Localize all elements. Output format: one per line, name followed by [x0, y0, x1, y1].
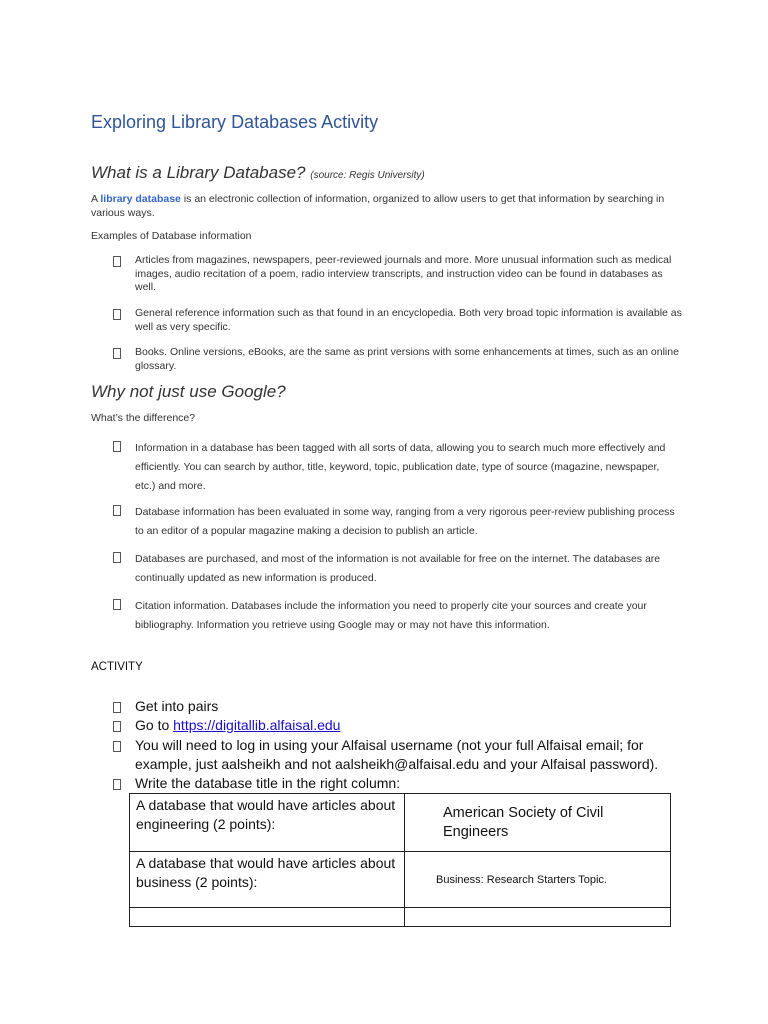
list-item: Databases are purchased, and most of the information is not available for free on the internet. The databases are continually updated as new information is produced.	[135, 553, 661, 584]
table-cell-question	[130, 908, 405, 927]
table-cell-answer[interactable]	[405, 908, 671, 927]
bullet-icon	[113, 346, 125, 362]
list-item: Citation information. Databases include the information you need to properly cite your sources and create your bibliography. Information you retrieve using Google may or may not have this information.	[135, 600, 647, 631]
section-heading-why-not-google: Why not just use Google?	[91, 382, 286, 401]
bullet-icon	[113, 777, 125, 793]
bullet-icon	[113, 719, 125, 735]
digitallib-link[interactable]: https://digitallib.alfaisal.edu	[173, 717, 341, 733]
intro-prefix: A	[91, 193, 98, 205]
examples-label: Examples of Database information	[91, 230, 252, 242]
activity-step	[135, 716, 340, 735]
list-item: Information in a database has been tagged with all sorts of data, allowing you to search much more effectively and efficiently. You can search by author, title, keyword, topic, publication date, type of source (magazine, newspaper, etc.) and more.	[135, 442, 666, 492]
activity-step: You will need to log in using your Alfaisal username (not your full Alfaisal email; for example, just aalsheikh and not aalsheikh@alfaisal.edu and your Alfaisal password).	[135, 737, 659, 772]
table-row	[130, 908, 671, 927]
bullet-icon	[113, 503, 125, 519]
list-item: Database information has been evaluated in some way, ranging from a very rigorous peer-review publishing process to an editor of a popular magazine making a decision to publish an article.	[135, 506, 675, 537]
list-item: General reference information such as that found in an encyclopedia. Both very broad topic information is available as well as very specific.	[135, 307, 682, 333]
step-prefix: Go to	[135, 717, 170, 733]
activity-step: Write the database title in the right column:	[135, 775, 401, 791]
table-row	[130, 852, 671, 908]
section-heading-library-database	[91, 163, 425, 183]
bullet-icon	[113, 439, 125, 455]
table-cell-answer[interactable]: Business: Research Starters Topic.	[405, 852, 671, 908]
bullet-icon	[113, 739, 125, 755]
database-table	[129, 793, 671, 927]
table-row	[130, 794, 671, 852]
bullet-icon	[113, 307, 125, 323]
bullet-icon	[113, 550, 125, 566]
page-title: Exploring Library Databases Activity	[91, 112, 379, 132]
list-item: Books. Online versions, eBooks, are the same as print versions with some enhancements at times, such as an online glossary.	[135, 346, 679, 372]
table-cell-question: A database that would have articles about engineering (2 points):	[130, 794, 405, 852]
activity-step: Get into pairs	[135, 698, 219, 714]
activity-heading: ACTIVITY	[91, 661, 143, 673]
subheading-difference: What’s the difference?	[91, 412, 196, 424]
section-heading-text: What is a Library Database?	[91, 163, 306, 182]
source-note: (source: Regis University)	[310, 170, 425, 181]
bullet-icon	[113, 700, 125, 716]
table-cell-answer[interactable]: American Society of Civil Engineers	[405, 794, 671, 852]
list-item: Articles from magazines, newspapers, peer-reviewed journals and more. More unusual information such as medical images, audio recitation of a poem, radio interview transcripts, and instruction video can be found in databases as well.	[135, 254, 672, 293]
bullet-icon	[113, 254, 125, 270]
library-database-link[interactable]: library database	[100, 193, 181, 205]
bullet-icon	[113, 597, 125, 613]
table-cell-question: A database that would have articles about business (2 points):	[130, 852, 405, 908]
intro-paragraph	[91, 193, 691, 220]
intro-rest: is an electronic collection of information, organized to allow users to get that information by searching in various ways.	[91, 193, 665, 219]
